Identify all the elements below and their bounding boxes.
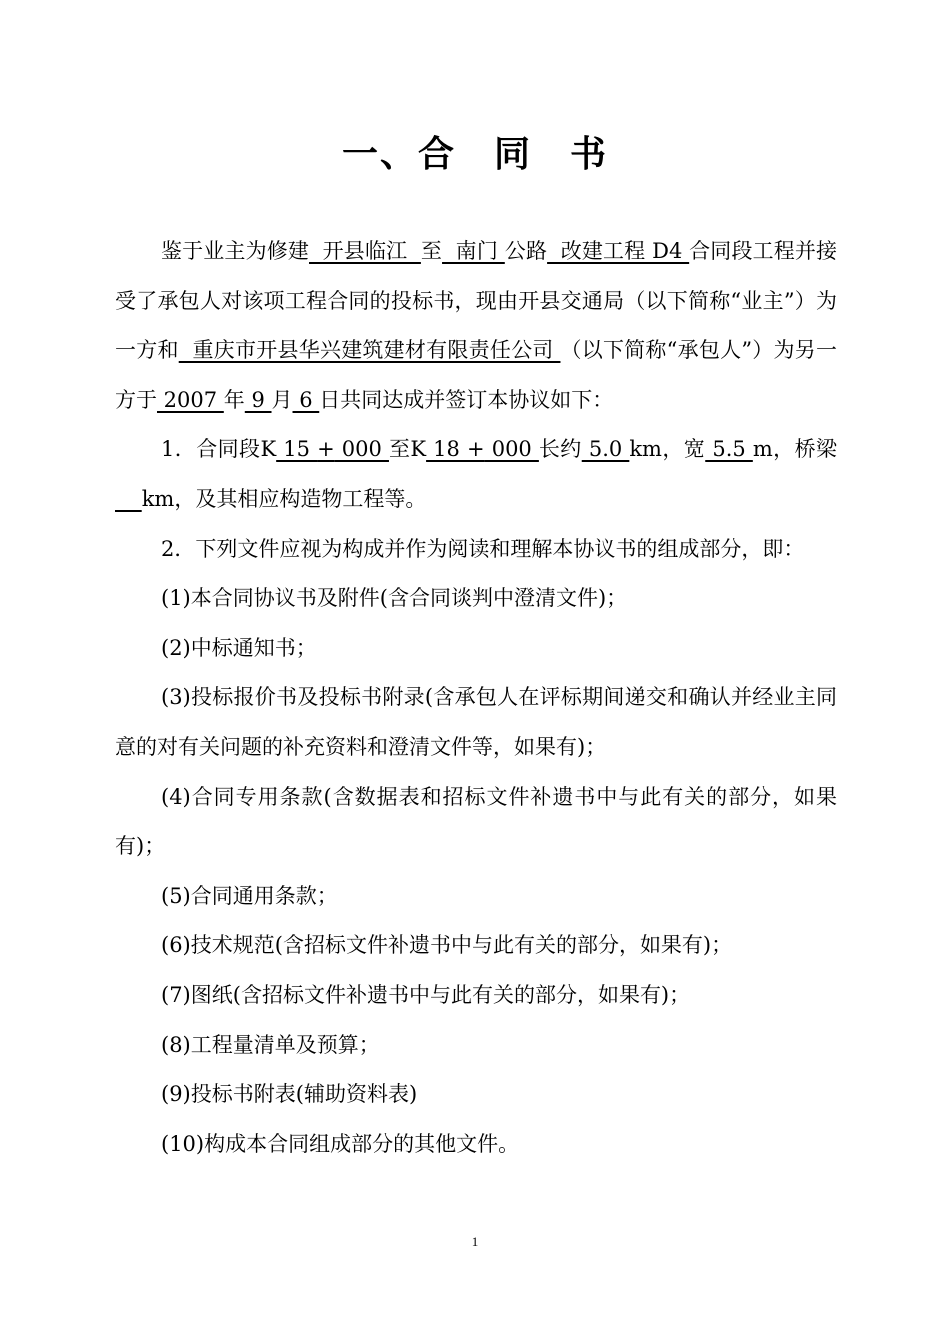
year-field: 2007: [157, 387, 224, 412]
end-km-field: 18: [426, 437, 467, 462]
clause-1-text: km，及其相应构造物工程等。: [141, 486, 427, 511]
width-field: 5.5: [705, 437, 753, 462]
day-field: 6: [292, 387, 320, 412]
to-location-field: 南门: [442, 239, 505, 263]
clause-1-text: m，桥梁: [752, 437, 838, 462]
document-list-item: (2)中标通知书；: [161, 635, 317, 660]
document-list-item: (4)合同专用条款(含数据表和招标文件补遗书中与此有关的部分，如果有)；: [115, 784, 837, 859]
clause-1-text: 长约: [538, 437, 582, 462]
clause-1-text: +: [467, 437, 485, 462]
intro-text: 鉴于业主为修建: [161, 239, 310, 263]
clause-1-text: +: [317, 437, 335, 462]
document-list-item: (7)图纸(含招标文件补遗书中与此有关的部分，如果有)；: [161, 982, 691, 1007]
intro-text: 合同段工程并接受了承包人对该项工程合同的投标书，现由开县交通局（以下简称“业主”）为一方和: [115, 239, 838, 363]
intro-text: 年: [223, 387, 245, 412]
clause-1: [115, 425, 837, 524]
document-list-item: (1)本合同协议书及附件(含合同谈判中澄清文件)；: [161, 586, 628, 611]
project-field: 改建工程 D4: [547, 239, 690, 263]
start-m-field: 000: [334, 437, 389, 462]
document-list-item: (9)投标书附表(辅助资料表): [161, 1082, 418, 1107]
intro-text: 公路: [504, 239, 548, 263]
document-body: [115, 227, 837, 1169]
intro-text: （以下简称“承包人”）为另一方于: [115, 338, 838, 412]
clause-1-text: 1．合同段K: [161, 437, 277, 462]
contractor-field: 重庆市开县华兴建筑建材有限责任公司: [178, 338, 561, 363]
start-km-field: 15: [276, 437, 318, 462]
clause-1-text: 至K: [388, 437, 427, 462]
intro-text: 至: [420, 239, 443, 263]
document-list-item: (5)合同通用条款；: [161, 883, 338, 908]
document-list-item: (8)工程量清单及预算；: [161, 1032, 380, 1057]
from-location-field: 开县临江: [309, 239, 421, 263]
clause-1-text: km，宽: [629, 437, 706, 462]
intro-text: 日共同达成并签订本协议如下：: [319, 387, 614, 412]
document-list-item: (3)投标报价书及投标书附录(含承包人在评标期间递交和确认并经业主同意的对有关问题的补充资料和澄清文件等，如果有)；: [115, 685, 837, 759]
page-number: 1: [471, 1234, 479, 1249]
intro-text: 月: [271, 387, 293, 412]
intro-paragraph: [115, 227, 837, 425]
length-field: 5.0: [581, 437, 630, 462]
bridge-length-field: [115, 487, 142, 511]
document-list-item: (10)构成本合同组成部分的其他文件。: [161, 1131, 520, 1156]
document-list-item: (6)技术规范(含招标文件补遗书中与此有关的部分，如果有)；: [161, 933, 733, 958]
clause-2: 2．下列文件应视为构成并作为阅读和理解本协议书的组成部分，即：: [161, 536, 805, 561]
end-m-field: 000: [484, 437, 539, 462]
document-title: 一、合 同 书: [341, 133, 608, 175]
month-field: 9: [244, 387, 272, 412]
